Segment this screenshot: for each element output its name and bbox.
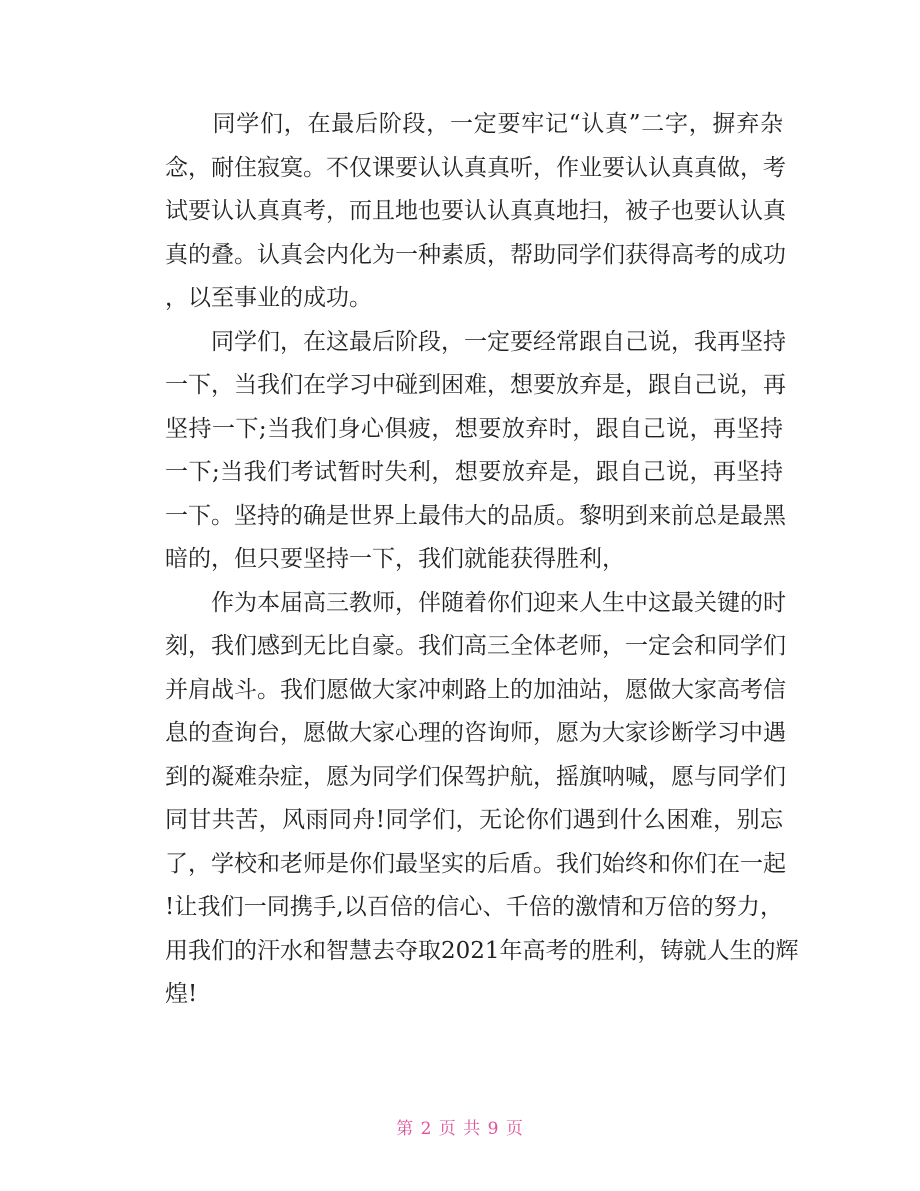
paragraph-line: 一下，当我们在学习中碰到困难，想要放弃是，跟自己说，再 <box>165 372 786 398</box>
paragraph-line: 了，学校和老师是你们最坚实的后盾。我们始终和你们在一起 <box>165 850 786 877</box>
paragraph-2 <box>165 321 786 582</box>
document-body <box>165 103 799 1017</box>
paragraph-line: 并肩战斗。我们愿做大家冲刺路上的加油站，愿做大家高考信 <box>165 676 786 703</box>
paragraph-line: 试要认认真真考，而且地也要认认真真地扫，被子也要认认真 <box>165 198 786 224</box>
paragraph-line: !让我们一同携手,以百倍的信心、千倍的激情和万倍的努力， <box>165 894 783 920</box>
paragraph-line: 同学们，在最后阶段，一定要牢记“认真”二字，摒弃杂 <box>165 111 783 137</box>
paragraph-line: 坚持一下;当我们身心俱疲，想要放弃时，跟自己说，再坚持 <box>165 415 783 442</box>
paragraph-line: 煌! <box>165 981 198 1007</box>
paragraph-line: 到的凝难杂症，愿为同学们保驾护航，摇旗呐喊，愿与同学们 <box>165 763 786 790</box>
paragraph-line: 暗的，但只要坚持一下，我们就能获得胜利， <box>165 546 625 572</box>
paragraph-3 <box>165 582 799 1017</box>
paragraph-line: 刻，我们感到无比自豪。我们高三全体老师，一定会和同学们 <box>165 633 786 659</box>
paragraph-line: 作为本届高三教师，伴随着你们迎来人生中这最关键的时 <box>165 589 786 616</box>
paragraph-line: 真的叠。认真会内化为一种素质，帮助同学们获得高考的成功 <box>165 241 786 268</box>
paragraph-line: 同学们，在这最后阶段，一定要经常跟自己说，我再坚持 <box>165 328 786 355</box>
paragraph-1 <box>165 103 786 321</box>
paragraph-line: ，以至事业的成功。 <box>165 285 372 311</box>
paragraph-line: 一下;当我们考试暂时失利，想要放弃是，跟自己说，再坚持 <box>165 459 783 485</box>
page-number-footer: 第 2 页 共 9 页 <box>396 1119 524 1139</box>
paragraph-line: 念，耐住寂寞。不仅课要认认真真听，作业要认认真真做，考 <box>165 154 786 181</box>
paragraph-line: 一下。坚持的确是世界上最伟大的品质。黎明到来前总是最黑 <box>165 502 786 529</box>
paragraph-line: 息的查询台，愿做大家心理的咨询师，愿为大家诊断学习中遇 <box>165 720 786 746</box>
paragraph-line: 用我们的汗水和智慧去夺取2021年高考的胜利，铸就人生的辉 <box>165 937 799 964</box>
paragraph-line: 同甘共苦，风雨同舟!同学们，无论你们遇到什么困难，别忘 <box>165 807 783 833</box>
